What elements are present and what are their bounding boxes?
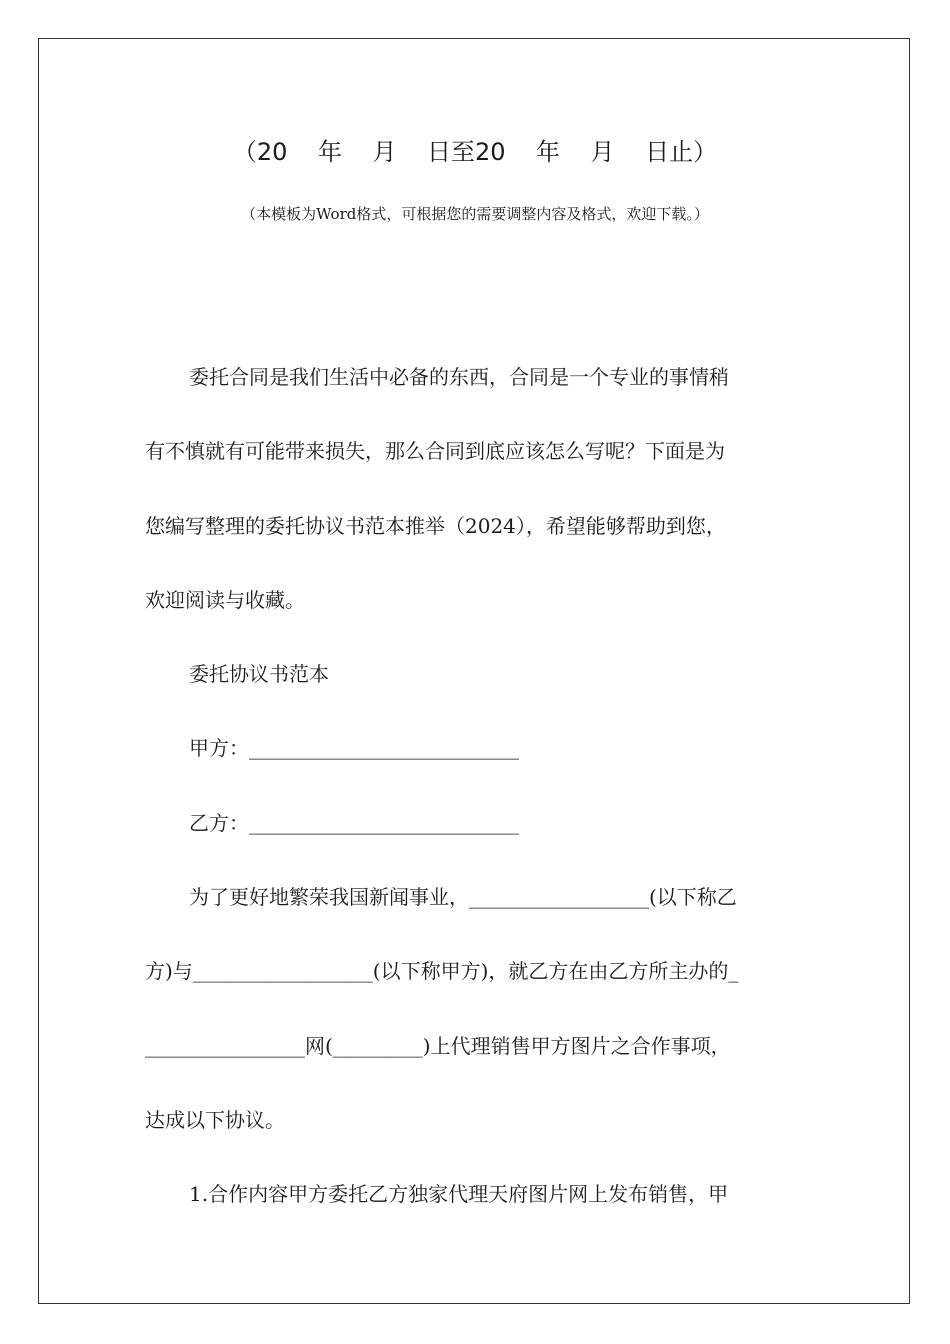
preamble-line-1: 为了更好地繁荣我国新闻事业，__________________(以下称乙 (189, 885, 737, 910)
date-range-line: （20 年 月 日至20 年 月 日止） (232, 138, 718, 166)
template-note: （本模板为Word格式，可根据您的需要调整内容及格式，欢迎下载。） (241, 205, 709, 223)
clause-1-line: 1.合作内容甲方委托乙方独家代理天府图片网上发布销售，甲 (189, 1182, 729, 1207)
intro-line-3: 您编写整理的委托协议书范本推举（2024），希望能够帮助到您， (145, 513, 726, 538)
preamble-line-4: 达成以下协议。 (145, 1107, 285, 1132)
intro-line-2: 有不慎就有可能带来损失，那么合同到底应该怎么写呢？下面是为 (145, 439, 725, 464)
preamble-line-2: 方)与__________________(以下称甲方)，就乙方在由乙方所主办的_ (145, 959, 739, 984)
document-body (145, 340, 825, 1232)
intro-line-1: 委托合同是我们生活中必备的东西，合同是一个专业的事情稍 (189, 365, 729, 389)
section-title: 委托协议书范本 (189, 662, 329, 687)
preamble-line-3: ________________网(_________)上代理销售甲方图片之合作事项， (145, 1033, 731, 1058)
party-a-line: 甲方：___________________________ (189, 736, 519, 761)
intro-line-4: 欢迎阅读与收藏。 (145, 587, 305, 612)
party-b-line: 乙方：___________________________ (189, 810, 519, 835)
